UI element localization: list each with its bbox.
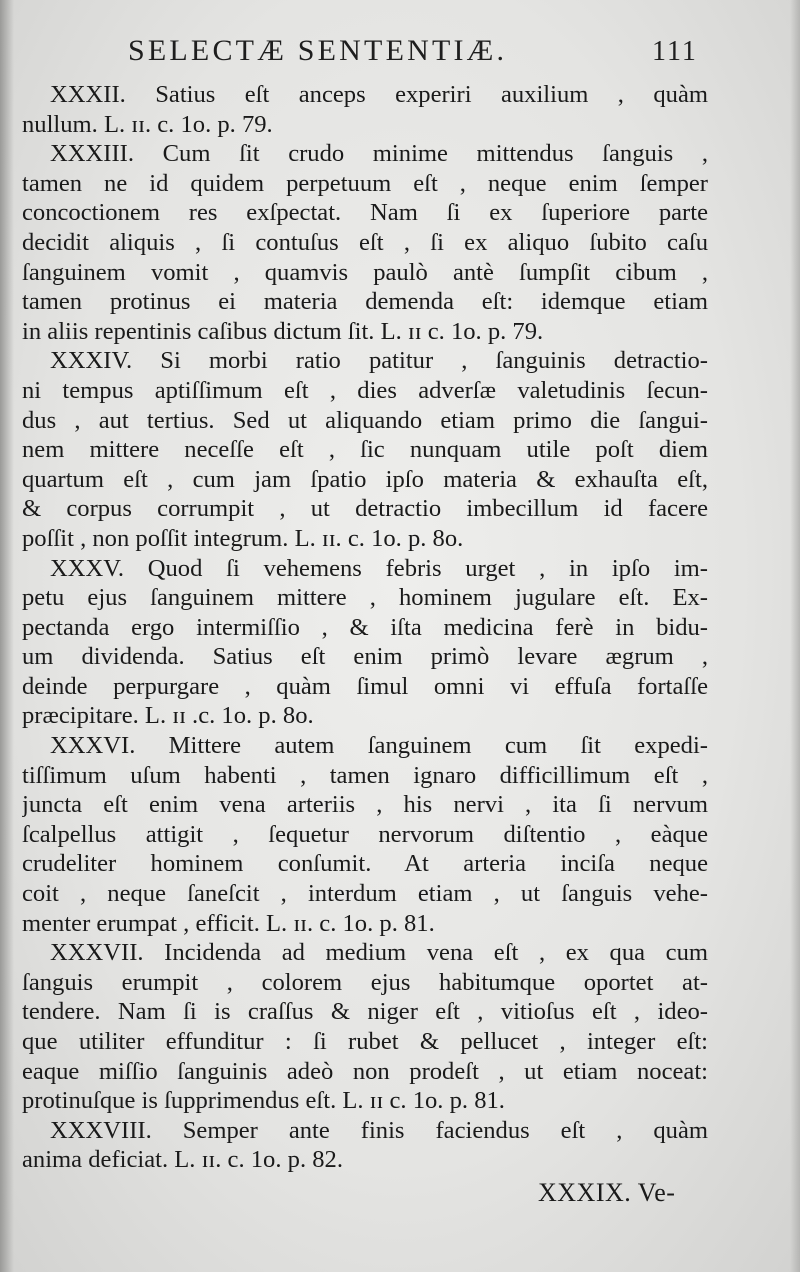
text-line: XXXV. Quod ſi vehemens febris urget , in ipſo im- (50, 554, 708, 582)
text-line: decidit aliquis , ſi contuſus eſt , ſi ex aliquo ſubito caſu (22, 228, 708, 256)
text-line: poſſit , non poſſit integrum. L. ɪɪ. c. 1o. p. 8o. (22, 524, 464, 552)
text-line: dus , aut tertius. Sed ut aliquando etiam primo die ſangui- (22, 406, 708, 434)
text-line: nem mittere neceſſe eſt , ſic nunquam utile poſt diem (22, 436, 708, 464)
text-line: menter erumpat , efficit. L. ɪɪ. c. 1o. p. 81. (22, 909, 435, 937)
text-line: nullum. L. ɪɪ. c. 1o. p. 79. (22, 110, 273, 138)
text-line: quartum eſt , cum jam ſpatio ipſo materia & exhauſta eſt, (22, 465, 708, 493)
text-line: juncta eſt enim vena arteriis , his nervi , ita ſi nervum (22, 791, 708, 819)
text-line: ni tempus aptiſſimum eſt , dies adverſæ valetudinis ſecun- (22, 376, 708, 404)
text-line: que utiliter effunditur : ſi rubet & pellucet , integer eſt: (22, 1028, 708, 1055)
text-line: XXXII. Satius eſt anceps experiri auxilium , quàm (50, 81, 708, 108)
text-line: ſanguinem vomit , quamvis paulò antè ſumpſit cibum , (22, 258, 708, 286)
text-line: in aliis repentinis caſibus dictum ſit. L. ɪɪ c. 1o. p. 79. (22, 317, 544, 345)
text-line: tamen ne id quidem perpetuum eſt , neque enim ſemper (22, 169, 708, 197)
body-text (22, 80, 708, 1175)
running-head (0, 34, 800, 74)
text-line: petu ejus ſanguinem mittere , hominem jugulare eſt. Ex- (22, 584, 708, 612)
text-line: crudeliter hominem conſumit. At arteria inciſa neque (22, 850, 708, 878)
text-line: um dividenda. Satius eſt enim primò levare ægrum , (22, 643, 708, 671)
text-line: præcipitare. L. ɪɪ .c. 1o. p. 8o. (22, 702, 314, 730)
text-line: ſanguis erumpit , colorem ejus habitumque oportet at- (22, 968, 708, 996)
text-line: protinuſque is ſupprimendus eſt. L. ɪɪ c. 1o. p. 81. (22, 1087, 505, 1115)
text-line: ſcalpellus attigit , ſequetur nervorum diſtentio , eàque (22, 820, 708, 848)
text-line: XXXVI. Mittere autem ſanguinem cum ſit expedi- (50, 732, 708, 760)
text-line: XXXIII. Cum ſit crudo minime mittendus ſanguis , (50, 140, 708, 168)
catchword: XXXIX. Ve- (538, 1178, 676, 1207)
text-line: tendere. Nam ſi is craſſus & niger eſt , vitioſus eſt , ideo- (22, 998, 708, 1026)
text-line: XXXVII. Incidenda ad medium vena eſt , ex qua cum (50, 939, 708, 967)
text-line: anima deficiat. L. ɪɪ. c. 1o. p. 82. (22, 1146, 343, 1174)
text-line: concoctionem res exſpectat. Nam ſi ex ſuperiore parte (22, 199, 708, 227)
text-line: pectanda ergo intermiſſio , & iſta medicina ferè in bidu- (22, 613, 708, 641)
text-line: & corpus corrumpit , ut detractio imbecillum id facere (22, 495, 708, 523)
text-line: eaque miſſio ſanguinis adeò non prodeſt , ut etiam noceat: (22, 1057, 708, 1085)
text-line: coit , neque ſaneſcit , interdum etiam , ut ſanguis vehe- (22, 880, 708, 908)
text-line: XXXIV. Si morbi ratio patitur , ſanguinis detractio- (50, 347, 708, 375)
text-line: tamen protinus ei materia demenda eſt: idemque etiam (22, 288, 708, 316)
page-number: 111 (652, 36, 698, 67)
text-line: deinde perpurgare , quàm ſimul omni vi effuſa fortaſſe (22, 672, 708, 700)
running-title: SELECTÆ SENTENTIÆ. (128, 34, 508, 67)
text-line: XXXVIII. Semper ante finis faciendus eſt , quàm (50, 1116, 708, 1144)
text-line: tiſſimum uſum habenti , tamen ignaro difficillimum eſt , (22, 761, 708, 789)
